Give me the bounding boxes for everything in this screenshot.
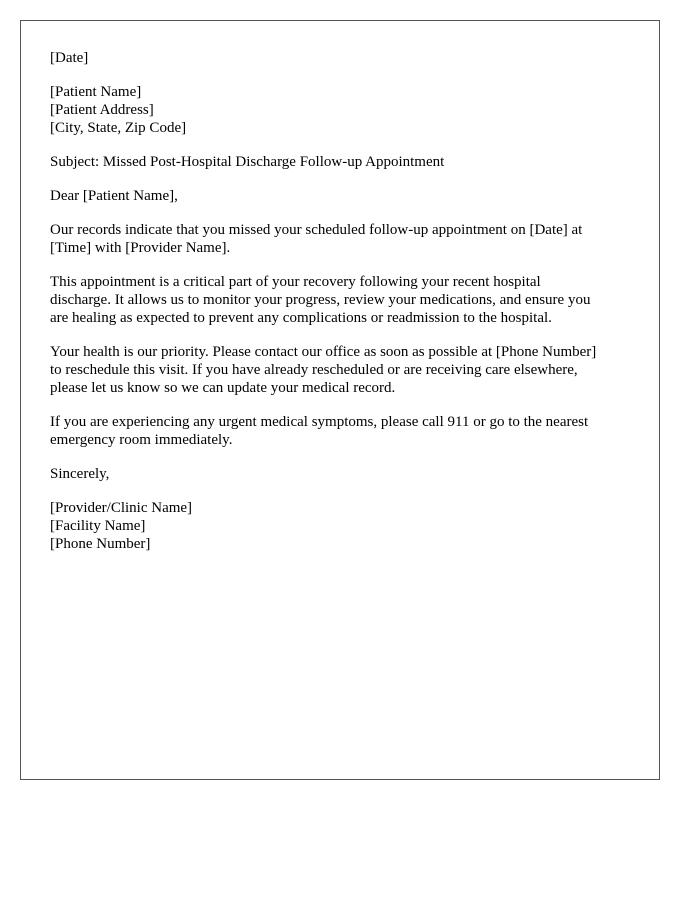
paragraph-line: [Time] with [Provider Name]. <box>50 240 231 256</box>
recipient-address: [Patient Address] <box>50 102 154 118</box>
date-line <box>50 49 640 67</box>
signature-facility: [Facility Name] <box>50 518 146 534</box>
body-paragraph-3 <box>50 343 640 397</box>
paragraph-line: are healing as expected to prevent any complications or readmission to the hospital. <box>50 310 552 326</box>
paragraph-line: Your health is our priority. Please contact our office as soon as possible at [Phone Number] <box>50 344 597 360</box>
paragraph-line: please let us know so we can update your medical record. <box>50 380 396 396</box>
signature-phone: [Phone Number] <box>50 536 151 552</box>
signature-provider: [Provider/Clinic Name] <box>50 500 193 516</box>
body-paragraph-4 <box>50 413 640 449</box>
recipient-block <box>50 83 640 137</box>
signature-block <box>50 499 640 553</box>
recipient-city-state-zip: [City, State, Zip Code] <box>50 120 187 136</box>
subject-text: Subject: Missed Post-Hospital Discharge Follow-up Appointment <box>50 154 445 170</box>
recipient-name: [Patient Name] <box>50 84 142 100</box>
letter-body <box>50 49 640 569</box>
paragraph-line: If you are experiencing any urgent medical symptoms, please call 911 or go to the nearest <box>50 414 589 430</box>
body-paragraph-2 <box>50 273 640 327</box>
paragraph-line: to reschedule this visit. If you have already rescheduled or are receiving care elsewhere, <box>50 362 578 378</box>
body-paragraph-1 <box>50 221 640 257</box>
salutation-text: Dear [Patient Name], <box>50 188 178 204</box>
salutation <box>50 187 640 205</box>
paragraph-line: emergency room immediately. <box>50 432 233 448</box>
subject-line <box>50 153 640 171</box>
date-text: [Date] <box>50 50 89 66</box>
letter-page <box>20 20 660 780</box>
closing-text: Sincerely, <box>50 466 110 482</box>
paragraph-line: Our records indicate that you missed your scheduled follow-up appointment on [Date] at <box>50 222 583 238</box>
paragraph-line: This appointment is a critical part of your recovery following your recent hospital <box>50 274 541 290</box>
closing <box>50 465 640 483</box>
paragraph-line: discharge. It allows us to monitor your progress, review your medications, and ensure you <box>50 292 591 308</box>
